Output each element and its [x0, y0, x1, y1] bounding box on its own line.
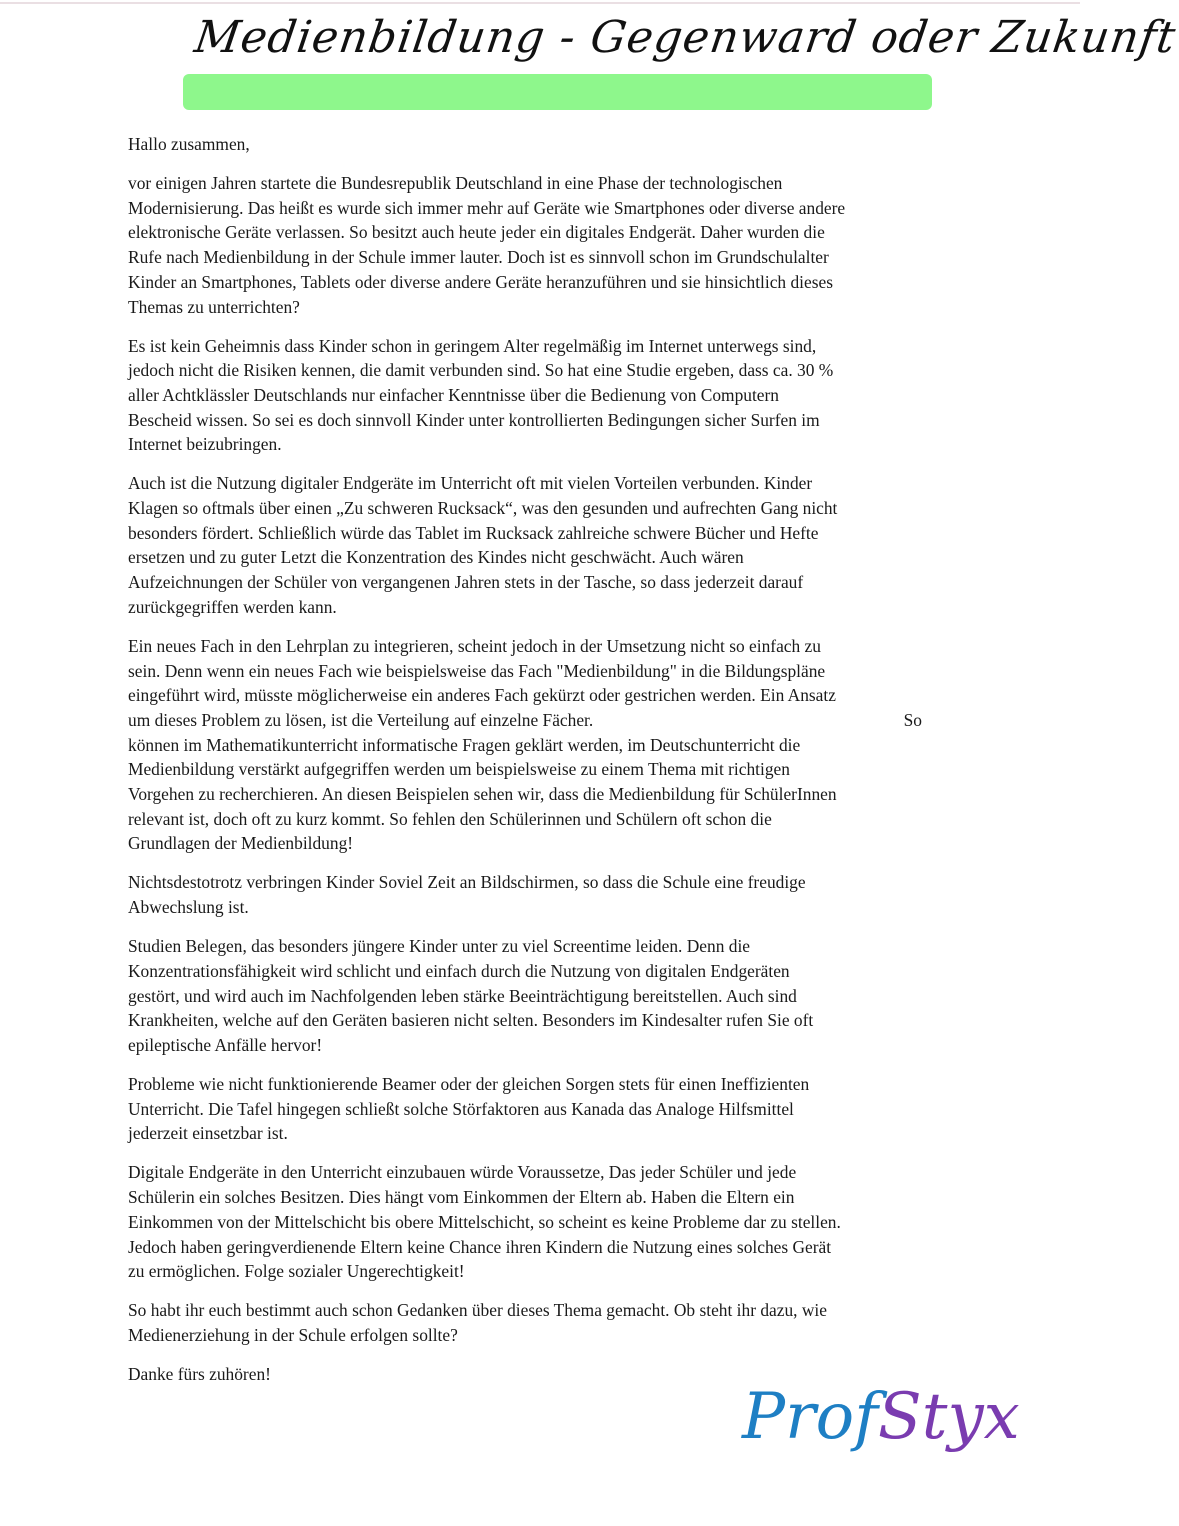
text-line: Danke fürs zuhören!	[128, 1363, 271, 1384]
text-line: Rufe nach Medienbildung in der Schule immer lauter. Doch ist es sinnvoll schon im Grundschulalter	[128, 247, 829, 268]
text-line: Schülerin ein solches Besitzen. Dies hängt vom Einkommen der Eltern ab. Haben die Eltern ein	[128, 1187, 795, 1208]
paragraph	[128, 471, 922, 619]
paragraph	[128, 634, 922, 856]
text-line: Themas zu unterrichten?	[128, 296, 300, 317]
text-line: elektronische Geräte verlassen. So besitzt auch heute jeder ein digitales Endgerät. Daher wurden die	[128, 222, 825, 243]
text-line: Studien Belegen, das besonders jüngere Kinder unter zu viel Screentime leiden. Denn die	[128, 936, 751, 957]
text-line: Aufzeichnungen der Schüler von vergangenen Jahren stets in der Tasche, so dass jederzeit darauf	[128, 572, 804, 593]
text-line: Modernisierung. Das heißt es wurde sich immer mehr auf Geräte wie Smartphones oder diverse andere	[128, 197, 846, 218]
text-line: Klagen so oftmals über einen „Zu schweren Rucksack“, was den gesunden und aufrechten Gang nicht	[128, 498, 838, 519]
text-line: Hallo zusammen,	[128, 134, 250, 154]
text-line: epileptische Anfälle hervor!	[128, 1034, 323, 1055]
signature-logo	[742, 1380, 1020, 1454]
paragraphs	[128, 171, 922, 1387]
paragraph	[128, 171, 922, 319]
text-line: Medienbildung verstärkt aufgegriffen werden um beispielsweise zu einem Thema mit richtigen	[128, 759, 790, 780]
text-line: Vorgehen zu recherchieren. An diesen Beispielen sehen wir, dass die Medienbildung für SchülerInnen	[128, 784, 837, 805]
paragraph	[128, 870, 922, 919]
paragraph	[128, 1298, 922, 1347]
text-line: Internet beizubringen.	[128, 434, 282, 455]
title-highlight	[183, 74, 932, 110]
text-line	[128, 708, 922, 733]
text-line: zu ermöglichen. Folge sozialer Ungerechtigkeit!	[128, 1261, 465, 1282]
text-line: Digitale Endgeräte in den Unterricht einzubauen würde Voraussetze, Das jeder Schüler und jede	[128, 1162, 797, 1183]
text-line: Einkommen von der Mittelschicht bis obere Mittelschicht, so scheint es keine Probleme dar zu stellen.	[128, 1211, 841, 1232]
text-line: Konzentrationsfähigkeit wird schlicht und einfach durch die Nutzung von digitalen Endgeräten	[128, 960, 790, 981]
text-line: zurückgegriffen werden kann.	[128, 596, 337, 617]
text-segment: So	[903, 709, 922, 730]
page-title: Medienbildung - Gegenward oder Zukunft	[191, 12, 1179, 63]
text-line: jederzeit einsetzbar ist.	[128, 1123, 288, 1144]
text-line: Unterricht. Die Tafel hingegen schließt solche Störfaktoren aus Kanada das Analoge Hilfsmittel	[128, 1098, 794, 1119]
signature-part-2: Styx	[877, 1380, 1020, 1454]
text-line: Kinder an Smartphones, Tablets oder diverse andere Geräte heranzuführen und sie hinsichtlich dieses	[128, 271, 833, 292]
paragraph	[128, 334, 922, 458]
text-line: eingeführt wird, müsste möglicherweise ein anderes Fach gekürzt oder gestrichen werden. Ein Ansatz	[128, 685, 836, 706]
paragraph	[128, 1160, 922, 1284]
text-line: Medienerziehung in der Schule erfolgen sollte?	[128, 1324, 458, 1345]
text-line: relevant ist, doch oft zu kurz kommt. So fehlen den Schülerinnen und Schülern oft schon die	[128, 808, 772, 829]
paragraph	[128, 934, 922, 1058]
text-line: gestört, und wird auch im Nachfolgenden leben stärke Beeinträchtigung bereitstellen. Auch sind	[128, 985, 797, 1006]
text-line: Abwechslung ist.	[128, 897, 249, 918]
text-line: aller Achtklässler Deutschlands nur einfacher Kenntnisse über die Bedienung von Computern	[128, 384, 780, 405]
text-line: Auch ist die Nutzung digitaler Endgeräte im Unterricht oft mit vielen Vorteilen verbunden. Kinder	[128, 473, 813, 494]
letter-body	[128, 132, 922, 1401]
text-line: besonders fördert. Schließlich würde das Tablet im Rucksack zahlreiche schwere Bücher und Hefte	[128, 522, 819, 543]
text-line: ersetzen und zu guter Letzt die Konzentration des Kindes nicht geschwächt. Auch wären	[128, 547, 744, 568]
text-line: können im Mathematikunterricht informatische Fragen geklärt werden, im Deutschunterricht die	[128, 734, 801, 755]
text-line: Nichtsdestotrotz verbringen Kinder Soviel Zeit an Bildschirmen, so dass die Schule eine freudige	[128, 872, 806, 893]
top-divider	[0, 2, 1080, 4]
text-line: Krankheiten, welche auf den Geräten basieren nicht selten. Besonders im Kindesalter rufen Sie oft	[128, 1010, 814, 1031]
paragraph	[128, 1072, 922, 1146]
greeting	[128, 132, 922, 157]
text-line: Ein neues Fach in den Lehrplan zu integrieren, scheint jedoch in der Umsetzung nicht so einfach zu	[128, 635, 821, 656]
text-line: sein. Denn wenn ein neues Fach wie beispielsweise das Fach "Medienbildung" in die Bildungspläne	[128, 660, 826, 681]
text-segment: um dieses Problem zu lösen, ist die Verteilung auf einzelne Fächer.	[128, 709, 594, 730]
text-line: Es ist kein Geheimnis dass Kinder schon in geringem Alter regelmäßig im Internet unterwegs sind,	[128, 335, 817, 356]
text-line: jedoch nicht die Risiken kennen, die damit verbunden sind. So hat eine Studie ergeben, dass ca. 30 %	[128, 360, 834, 381]
text-line: Bescheid wissen. So sei es doch sinnvoll Kinder unter kontrollierten Bedingungen sicher Surfen im	[128, 409, 820, 430]
signature-part-1: Prof	[742, 1380, 878, 1454]
text-line: So habt ihr euch bestimmt auch schon Gedanken über dieses Thema gemacht. Ob steht ihr dazu, wie	[128, 1300, 827, 1321]
text-line: Grundlagen der Medienbildung!	[128, 833, 354, 854]
text-line: vor einigen Jahren startete die Bundesrepublik Deutschland in eine Phase der technologischen	[128, 173, 783, 193]
text-line: Probleme wie nicht funktionierende Beamer oder der gleichen Sorgen stets für einen Ineffizienten	[128, 1073, 810, 1094]
text-line: Jedoch haben geringverdienende Eltern keine Chance ihren Kindern die Nutzung eines solches Gerät	[128, 1236, 832, 1257]
